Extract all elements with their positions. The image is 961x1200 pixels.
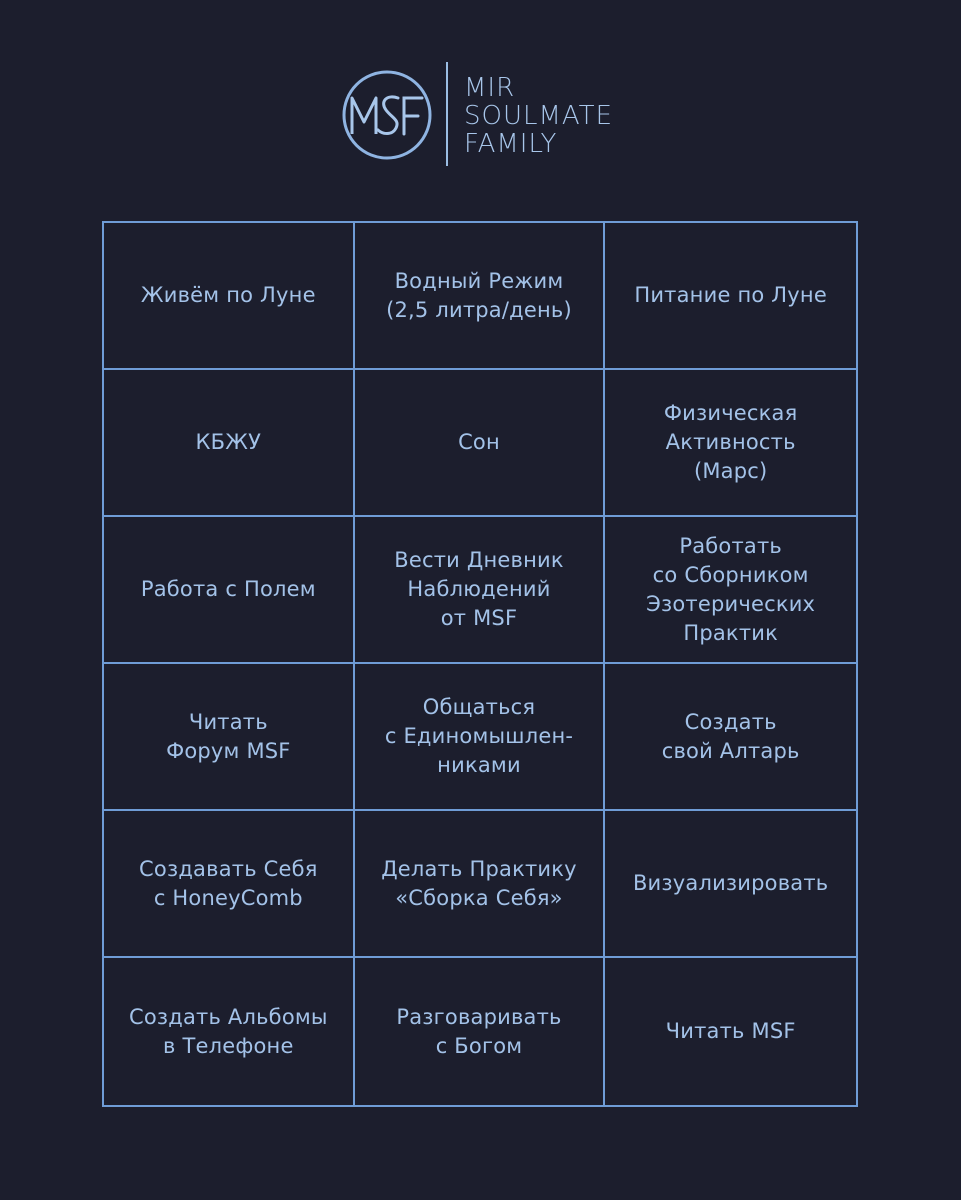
grid-cell (104, 517, 355, 664)
cell-label: Общаться с Единомышлен- никами (384, 695, 574, 777)
logo-divider (446, 62, 448, 166)
cell-label: Физическая Активность (Марс) (663, 401, 798, 483)
cell-label: Создать Альбомы в Телефоне (128, 1004, 328, 1058)
cell-label: Разговаривать с Богом (396, 1004, 562, 1058)
grid-cell (104, 664, 355, 811)
cell-label: Создать свой Алтарь (661, 709, 800, 763)
cell-label: Делать Практику «Сборка Себя» (381, 856, 577, 910)
habits-grid (102, 221, 858, 1107)
grid-cell (605, 517, 856, 664)
grid-cell (605, 811, 856, 958)
cell-label: Сон (458, 430, 500, 454)
wordmark-line-2: SOULMATE (464, 101, 613, 131)
grid-cell (355, 223, 606, 370)
grid-cell (104, 958, 355, 1105)
grid-cell (355, 370, 606, 517)
cell-label: Создавать Себя с HoneyComb (139, 856, 318, 910)
grid-cell (605, 370, 856, 517)
header (0, 0, 961, 200)
grid-cell (355, 811, 606, 958)
grid-cell (104, 370, 355, 517)
grid-cell (355, 517, 606, 664)
cell-label: Читать Форум MSF (166, 709, 291, 763)
cell-label: Живём по Луне (140, 283, 316, 307)
cell-label: Читать MSF (665, 1019, 796, 1043)
cell-label: Вести Дневник Наблюдений от MSF (394, 548, 564, 630)
wordmark-line-3: FAMILY (464, 129, 558, 159)
wordmark-line-1: MIR (464, 73, 516, 103)
grid-cell (104, 811, 355, 958)
cell-label: Работать со Сборником Эзотерических Практик (646, 533, 816, 645)
cell-label: Визуализировать (632, 871, 829, 895)
cell-label: Питание по Луне (634, 283, 827, 307)
cell-label: КБЖУ (195, 430, 262, 454)
msf-monogram-logo (340, 68, 434, 162)
grid-cell (605, 664, 856, 811)
grid-cell (104, 223, 355, 370)
grid-cell (605, 958, 856, 1105)
grid-cell (355, 958, 606, 1105)
cell-label: Водный Режим (2,5 литра/день) (386, 268, 572, 322)
logo-wordmark (464, 74, 664, 158)
grid-cell (605, 223, 856, 370)
grid-cell (355, 664, 606, 811)
cell-label: Работа с Полем (140, 577, 316, 601)
